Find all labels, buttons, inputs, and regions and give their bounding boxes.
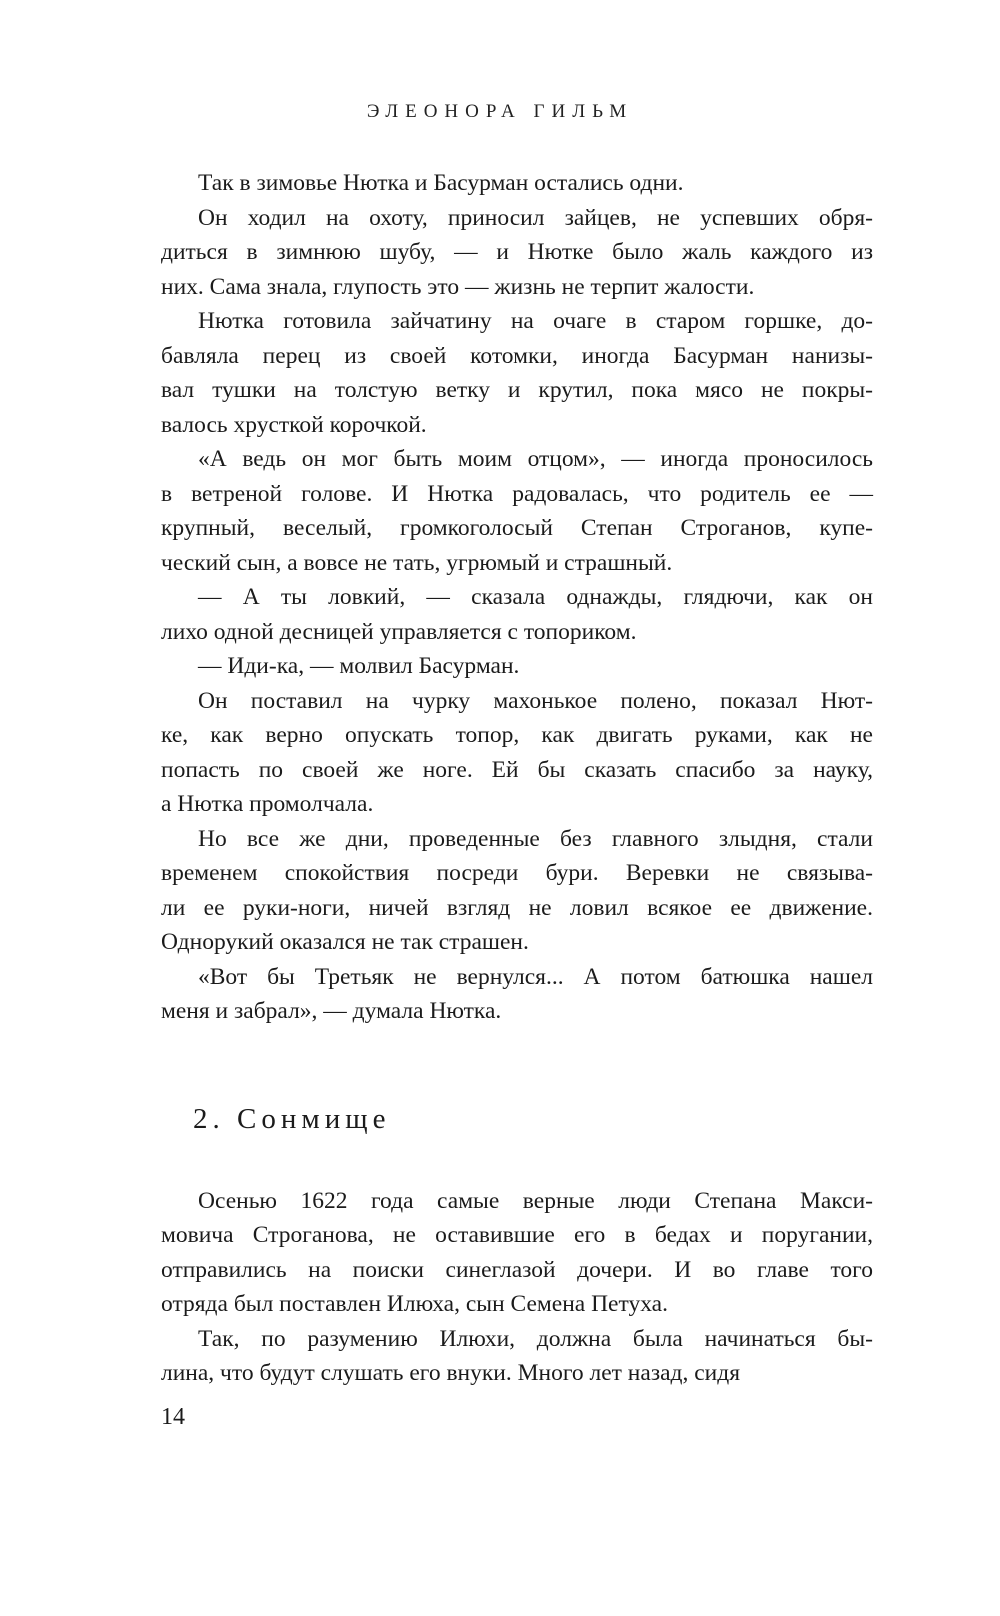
text-line: них. Сама знала, глупость это — жизнь не терпит жалости. [161, 273, 755, 300]
text-line: ческий сын, а вовсе не тать, угрюмый и страшный. [161, 549, 673, 576]
text-line: в ветреной голове. И Нютка радовалась, что родитель ее — [161, 480, 873, 507]
paragraph [161, 1322, 873, 1391]
paragraph [161, 201, 873, 305]
paragraph [161, 442, 873, 580]
paragraph [161, 684, 873, 822]
page-number: 14 [161, 1404, 185, 1430]
text-line: лихо одной десницей управляется с топориком. [161, 618, 637, 645]
paragraph [161, 166, 873, 201]
text-line: крупный, веселый, громкоголосый Степан Строганов, купе- [161, 515, 873, 541]
text-line: а Нютка промолчала. [161, 791, 374, 817]
text-line: мовича Строганова, не оставившие его в бедах и поругании, [161, 1222, 873, 1248]
paragraph [161, 304, 873, 442]
text-line: — А ты ловкий, — сказала однажды, глядючи, как он [198, 584, 873, 610]
text-line: отправились на поиски синеглазой дочери. И во главе того [161, 1256, 873, 1283]
text-line: вал тушки на толстую ветку и крутил, пока мясо не покры- [161, 377, 873, 403]
text-line: «Вот бы Третьяк не вернулся... А потом батюшка нашел [198, 963, 873, 990]
text-line: «А ведь он мог быть моим отцом», — иногда проносилось [198, 446, 873, 472]
text-line: диться в зимнюю шубу, — и Нютке было жаль каждого из [161, 239, 873, 265]
text-line: бавляла перец из своей котомки, иногда Басурман нанизы- [161, 342, 873, 369]
text-line: Так, по разумению Илюхи, должна была начинаться бы- [198, 1325, 873, 1352]
text-line: Нютка готовила зайчатину на очаге в старом горшке, до- [198, 308, 873, 334]
text-line: Он поставил на чурку махонькое полено, показал Нют- [198, 687, 873, 714]
text-line: меня и забрал», — думала Нютка. [161, 998, 502, 1024]
paragraph [161, 1184, 873, 1322]
text-line: валось хрусткой корочкой. [161, 411, 427, 438]
paragraph [161, 580, 873, 649]
text-line: Однорукий оказался не так страшен. [161, 929, 529, 955]
section-heading: 2. Сонмище [193, 1102, 391, 1135]
text-line: Он ходил на охоту, приносил зайцев, не успевших обря- [198, 204, 873, 231]
paragraph [161, 649, 873, 684]
text-line: Так в зимовье Нютка и Басурман остались одни. [198, 170, 684, 196]
paragraph [161, 960, 873, 1029]
text-line: попасть по своей же ноге. Ей бы сказать спасибо за науку, [161, 756, 873, 783]
text-line: ке, как верно опускать топор, как двигать руками, как не [161, 722, 873, 748]
text-line: лина, что будут слушать его внуки. Много лет назад, сидя [161, 1360, 741, 1386]
paragraph [161, 822, 873, 960]
text-line: Осенью 1622 года самые верные люди Степана Макси- [198, 1187, 873, 1214]
text-line: отряда был поставлен Илюха, сын Семена Петуха. [161, 1291, 668, 1317]
text-line: временем спокойствия посреди бури. Веревки не связыва- [161, 860, 873, 886]
text-block [161, 166, 873, 1391]
text-line: ли ее руки-ноги, ничей взгляд не ловил всякое ее движение. [161, 894, 873, 921]
running-header-author: ЭЛЕОНОРА ГИЛЬМ [366, 101, 634, 122]
text-line: Но все же дни, проведенные без главного злыдня, стали [198, 825, 873, 852]
text-line: — Иди-ка, — молвил Басурман. [198, 653, 520, 679]
